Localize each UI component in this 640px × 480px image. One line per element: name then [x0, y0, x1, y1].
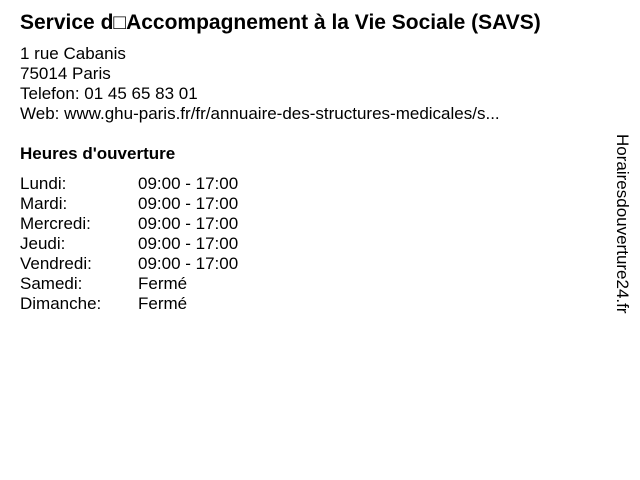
- phone-number: Telefon: 01 45 65 83 01: [20, 84, 198, 103]
- watermark-text: Horairesdouverture24.fr: [613, 134, 632, 314]
- address-block: [20, 44, 500, 124]
- day-label: Mercredi:: [20, 214, 91, 233]
- hours-row-thursday: [20, 234, 238, 254]
- time-value: 09:00 - 17:00: [138, 234, 239, 253]
- city-postal: 75014 Paris: [20, 64, 111, 83]
- page-title: Service d□Accompagnement à la Vie Sociale (SAVS): [20, 11, 541, 34]
- day-label: Vendredi:: [20, 254, 92, 273]
- day-label: Jeudi:: [20, 234, 66, 253]
- time-value: 09:00 - 17:00: [138, 214, 239, 233]
- day-label: Samedi:: [20, 274, 83, 293]
- day-label: Mardi:: [20, 194, 68, 213]
- hours-row-sunday: [20, 294, 238, 314]
- time-value: 09:00 - 17:00: [138, 254, 239, 273]
- day-label: Dimanche:: [20, 294, 102, 313]
- hours-table: [20, 174, 238, 314]
- street-address: 1 rue Cabanis: [20, 44, 126, 63]
- hours-row-saturday: [20, 274, 238, 294]
- hours-heading: Heures d'ouverture: [20, 144, 176, 163]
- day-label: Lundi:: [20, 174, 67, 193]
- website-link[interactable]: Web: www.ghu-paris.fr/fr/annuaire-des-structures-medicales/s...: [20, 104, 500, 123]
- hours-row-friday: [20, 254, 238, 274]
- time-value: 09:00 - 17:00: [138, 174, 239, 193]
- time-value: Fermé: [138, 274, 188, 293]
- hours-row-monday: [20, 174, 238, 194]
- site-watermark: [609, 134, 633, 370]
- hours-row-tuesday: [20, 194, 238, 214]
- time-value: Fermé: [138, 294, 188, 313]
- time-value: 09:00 - 17:00: [138, 194, 239, 213]
- hours-row-wednesday: [20, 214, 238, 234]
